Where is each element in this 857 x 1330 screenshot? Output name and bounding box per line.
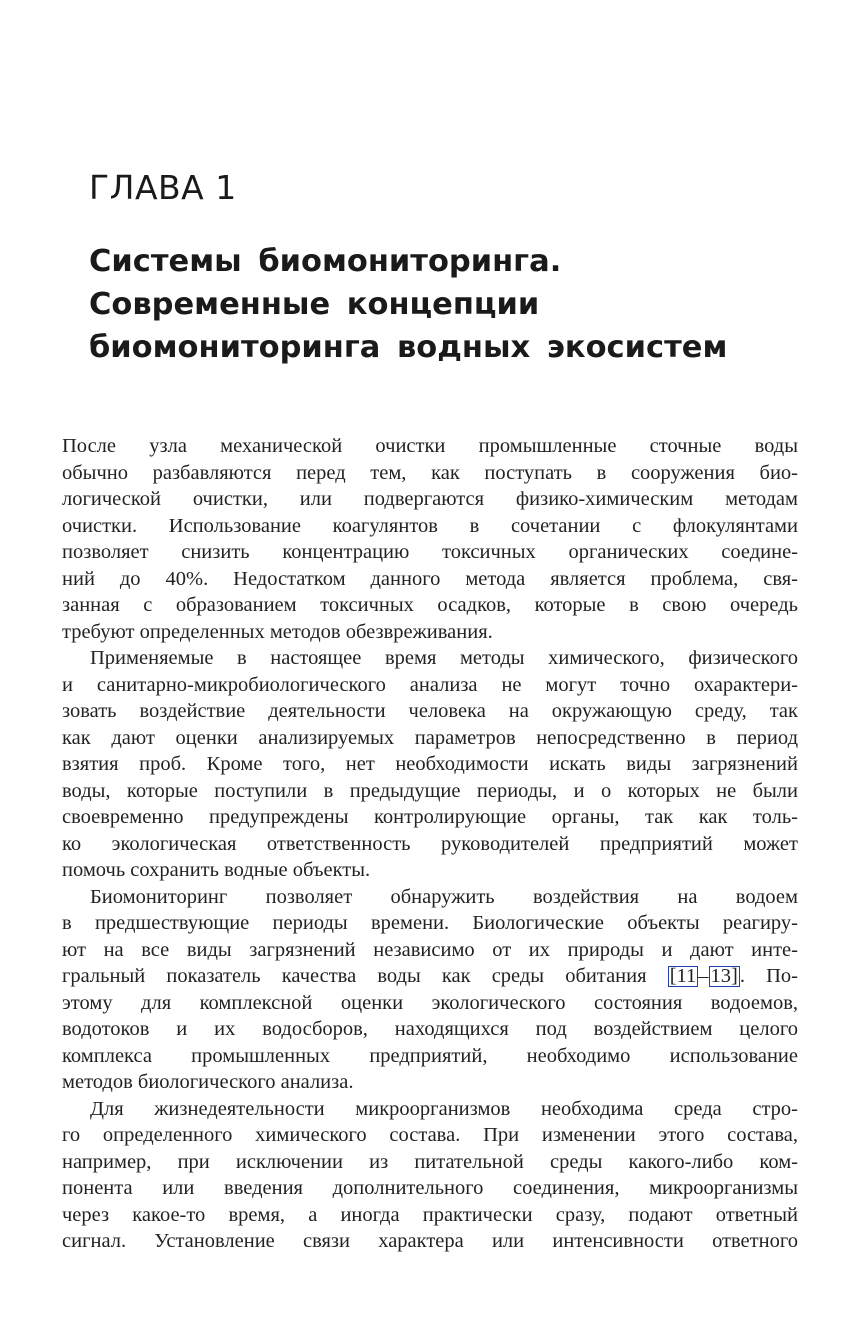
text-fragment: гральный показатель качества воды как среды обитания [62, 965, 668, 987]
citation-link[interactable]: 13] [710, 965, 738, 987]
text-line: требуют определенных методов обезвреживания. [62, 620, 493, 643]
text-line: го определенного химического состава. При изменении этого состава, [62, 1124, 798, 1146]
text-fragment: . По- [739, 965, 798, 987]
text-line: позволяет снизить концентрацию токсичных органических соедине- [62, 541, 798, 563]
text-line: взятия проб. Кроме того, нет необходимости искать виды загрязнений [62, 753, 798, 775]
text-line: очистки. Использование коагулянтов в сочетании с флокулянтами [62, 514, 798, 537]
paragraph [62, 884, 798, 1096]
text-line: как дают оценки анализируемых параметров непосредственно в период [62, 726, 798, 749]
citation-dash: – [698, 965, 709, 987]
text-line: и санитарно-микробиологического анализа не могут точно охарактери- [62, 673, 798, 696]
text-line-with-reference [62, 963, 798, 990]
chapter-title-line: Системы биомониторинга. [89, 244, 562, 279]
paragraph [62, 645, 798, 884]
text-line: сигнал. Установление связи характера или интенсивности ответного [62, 1230, 798, 1252]
paragraph [62, 1096, 798, 1255]
text-line: в предшествующие периоды времени. Биологические объекты реагиру- [62, 912, 798, 934]
text-line: Биомониторинг позволяет обнаружить воздействия на водоем [90, 885, 798, 908]
text-line: своевременно предупреждены контролирующие органы, так как толь- [62, 806, 798, 828]
chapter-label: ГЛАВА 1 [89, 168, 237, 207]
text-line: понента или введения дополнительного соединения, микроорганизмы [62, 1177, 798, 1199]
text-line: обычно разбавляются перед тем, как поступать в сооружения био- [62, 461, 798, 484]
chapter-title-line: Современные концепции [89, 287, 540, 322]
paragraph [62, 433, 798, 645]
text-line: Для жизнедеятельности микроорганизмов необходима среда стро- [90, 1097, 798, 1120]
text-line: зовать воздействие деятельности человека на окружающую среду, так [62, 700, 798, 722]
text-line: комплекса промышленных предприятий, необходимо использование [62, 1044, 798, 1067]
text-line: методов биологического анализа. [62, 1071, 354, 1093]
text-line: логической очистки, или подвергаются физико-химическим методам [62, 488, 798, 510]
citation-link[interactable]: [11 [669, 965, 697, 987]
text-line: например, при исключении из питательной среды какого-либо ком- [62, 1150, 798, 1173]
text-line: ний до 40%. Недостатком данного метода является проблема, свя- [62, 567, 798, 590]
chapter-title-line: биомониторинга водных экосистем [89, 330, 728, 365]
text-line: занная с образованием токсичных осадков, которые в свою очередь [62, 594, 798, 616]
text-line: водотоков и их водосборов, находящихся под воздействием целого [62, 1018, 798, 1040]
text-line: Применяемые в настоящее время методы химического, физического [90, 647, 798, 669]
text-line: помочь сохранить водные объекты. [62, 859, 371, 881]
text-line: воды, которые поступили в предыдущие периоды, и о которых не были [62, 779, 798, 802]
text-line: через какое-то время, а иногда практически сразу, подают ответный [62, 1203, 798, 1226]
text-line: этому для комплексной оценки экологического состояния водоемов, [62, 991, 798, 1014]
text-line: После узла механической очистки промышленные сточные воды [62, 435, 798, 457]
chapter-title [89, 240, 809, 369]
body-text [62, 433, 798, 1255]
text-line: ко экологическая ответственность руководителей предприятий может [62, 832, 798, 855]
text-line: ют на все виды загрязнений независимо от их природы и дают инте- [62, 938, 798, 961]
